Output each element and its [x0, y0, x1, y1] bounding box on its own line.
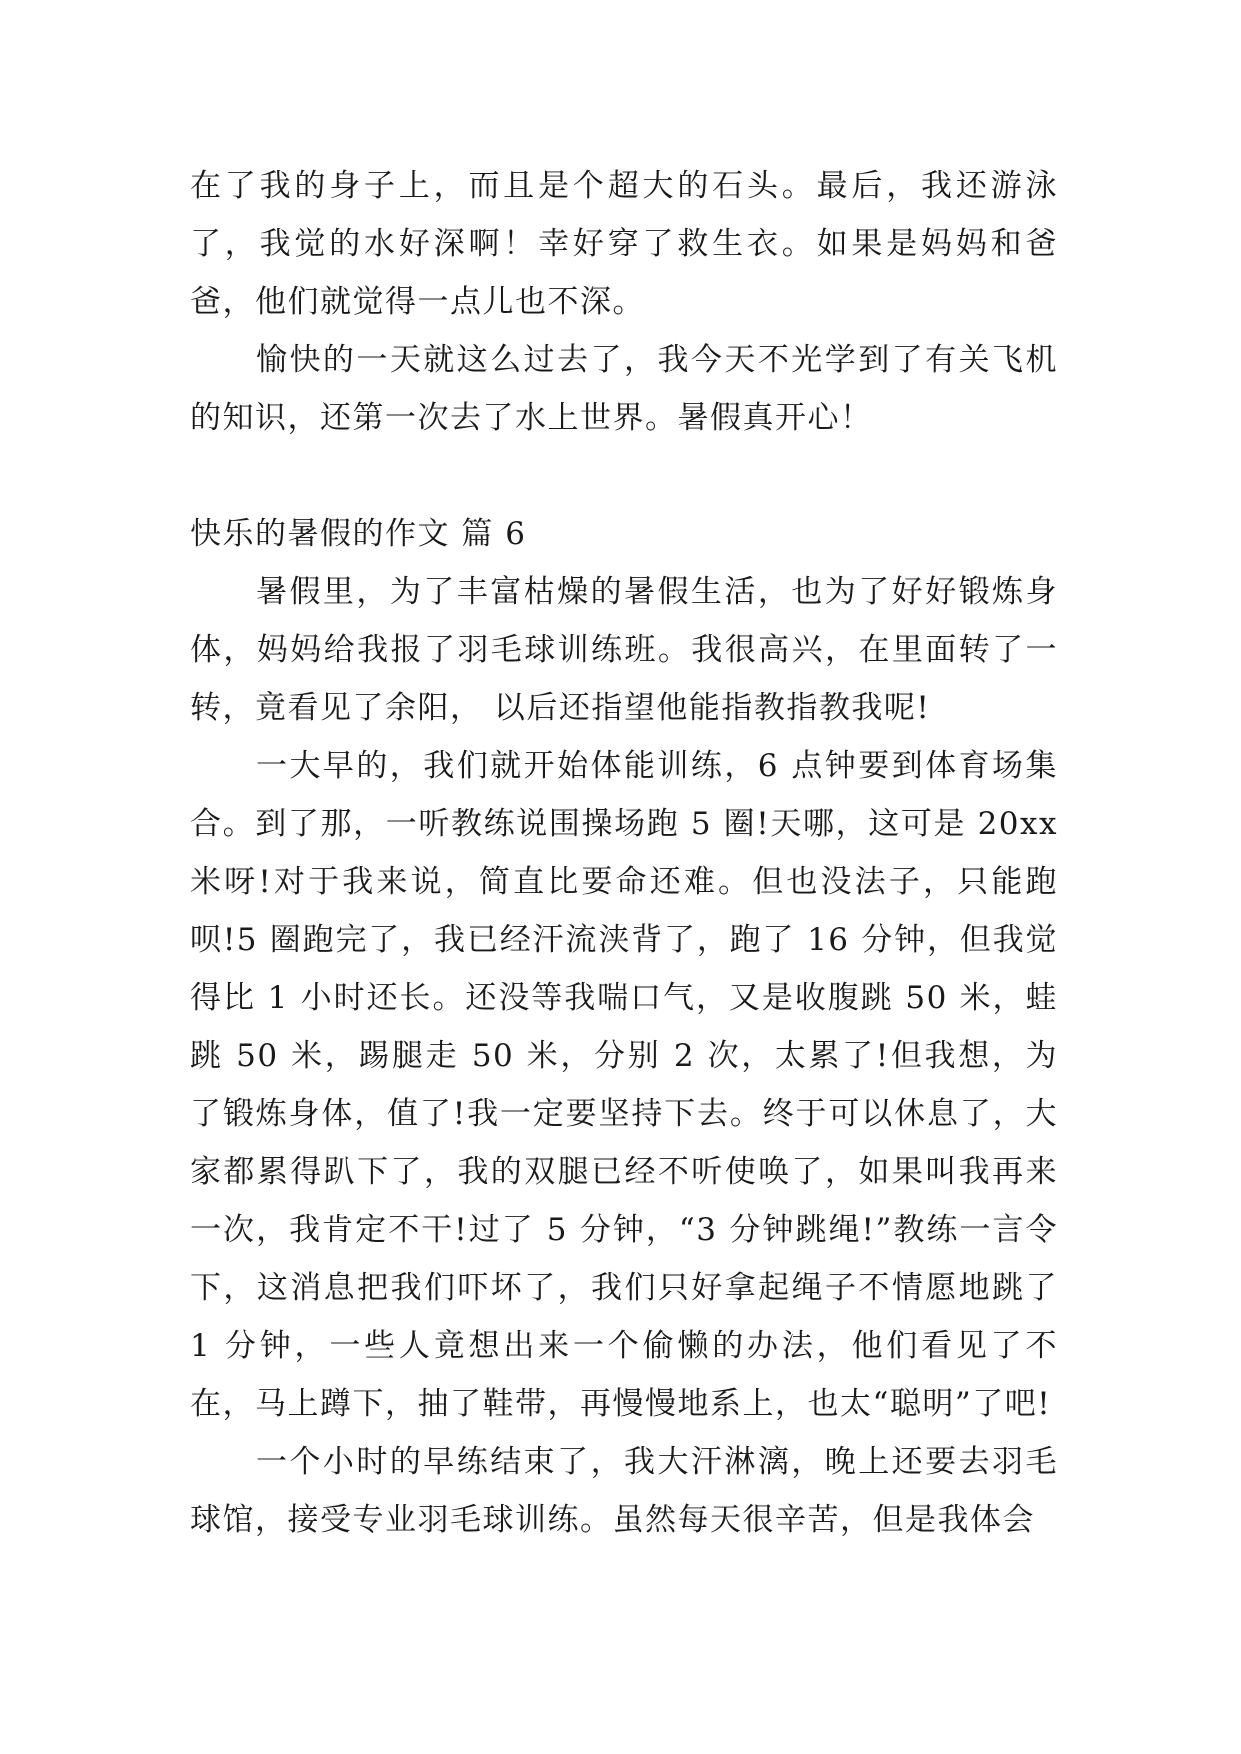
- section-heading: 快乐的暑假的作文 篇 6: [190, 516, 527, 552]
- paragraph: 一个小时的早练结束了，我大汗淋漓，晚上还要去羽毛球馆，接受专业羽毛球训练。虽然每天很辛苦，但是我体会: [190, 1444, 1058, 1538]
- paragraph: 愉快的一天就这么过去了，我今天不光学到了有关飞机的知识，还第一次去了水上世界。暑假真开心！: [190, 342, 1058, 436]
- paragraph: 一大早的，我们就开始体能训练，6 点钟要到体育场集合。到了那，一听教练说围操场跑 5 圈!天哪，这可是 20xx 米呀!对于我来说，简直比要命还难。但也没法子，只能跑呗!5 圈跑完了，我已经汗流浃背了，跑了 16 分钟，但我觉得比 1 小时还长。还没等我喘口气，又是收腹跳 50 米，蛙跳 50 米，踢腿走 50 米，分别 2 次，太累了!但我想，为了锻炼身体，值了!我一定要坚持下去。终于可以休息了，大家都累得趴下了，我的双腿已经不听使唤了，如果叫我再来一次，我肯定不干!过了 5 分钟，“3 分钟跳绳!”教练一言令下，这消息把我们吓坏了，我们只好拿起绳子不情愿地跳了 1 分钟，一些人竟想出来一个偷懒的办法，他们看见了不在，马上蹲下，抽了鞋带，再慢慢地系上，也太“聪明”了吧!: [190, 748, 1058, 1422]
- paragraph-continued: 在了我的身子上，而且是个超大的石头。最后，我还游泳了，我觉的水好深啊！幸好穿了救生衣。如果是妈妈和爸爸，他们就觉得一点儿也不深。: [190, 168, 1058, 320]
- paragraph: 暑假里，为了丰富枯燥的暑假生活，也为了好好锻炼身体，妈妈给我报了羽毛球训练班。我很高兴，在里面转了一转，竟看见了余阳， 以后还指望他能指教指教我呢!: [190, 574, 1058, 726]
- document-body: [190, 157, 1058, 1549]
